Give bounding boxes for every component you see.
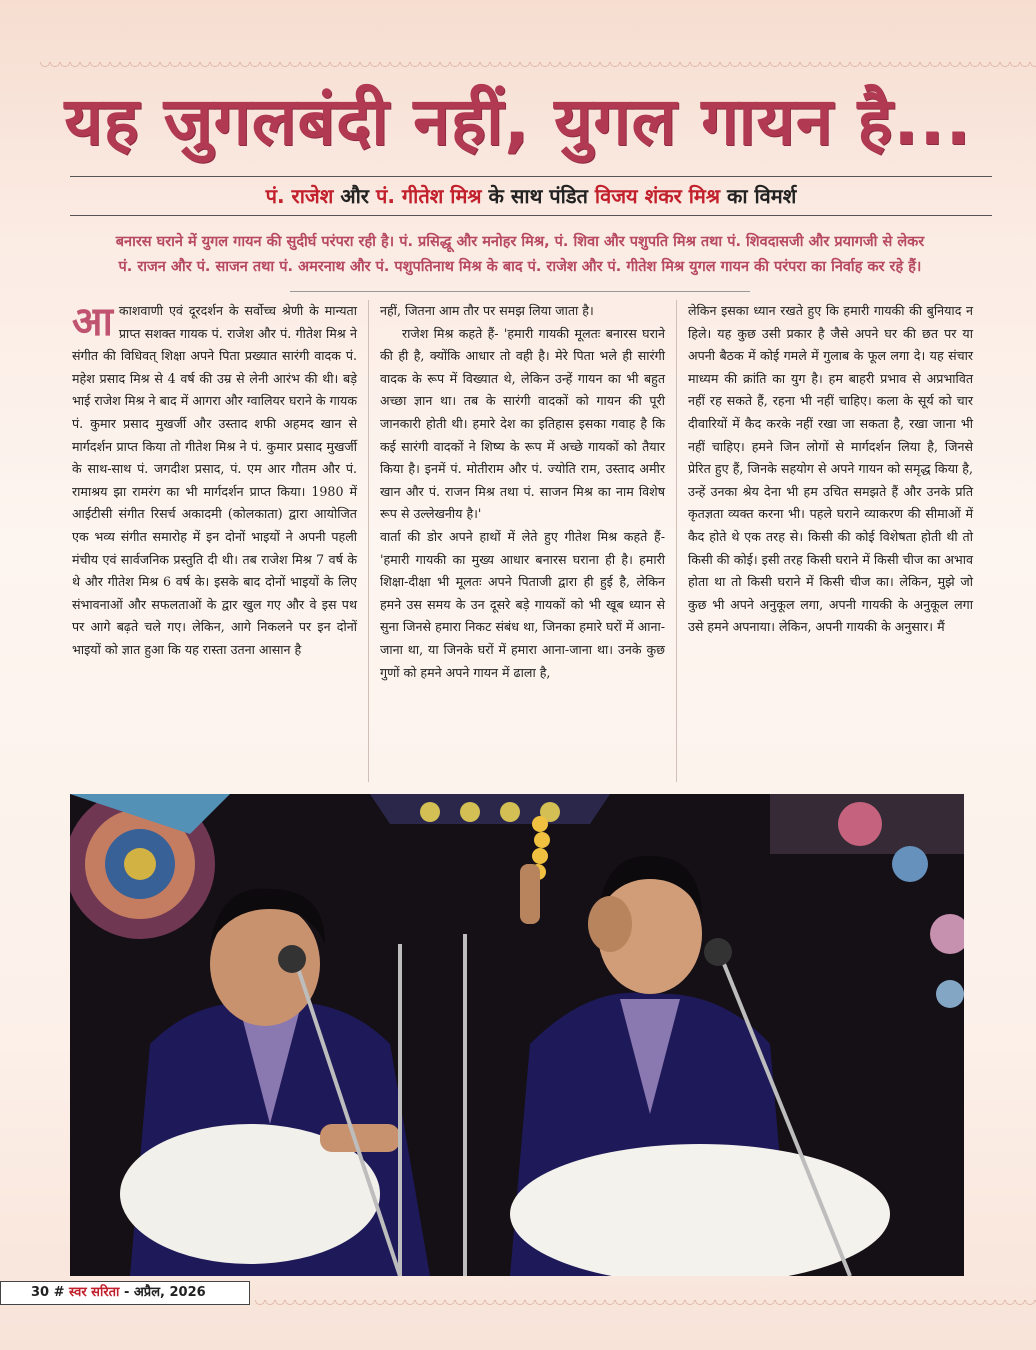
divider-rule: [70, 176, 992, 177]
subhead-middle: के साथ पंडित: [481, 184, 595, 208]
article-headline: यह जुगलबंदी नहीं, युगल गायन है...: [64, 83, 972, 160]
text-column-2: [380, 300, 665, 684]
subhead-name-rajesh: पं. राजेश: [265, 184, 334, 208]
intro-line: बनारस घराने में युगल गायन की सुदीर्घ परंपरा रही है। पं. प्रसिद्धू और मनोहर मिश्र, पं. शिवा और पशुपति मिश्र तथा पं. शिवदासजी और प्रयागजी से लेकर: [115, 234, 925, 250]
column-divider: [676, 300, 677, 782]
drop-cap: आ: [72, 299, 113, 345]
concert-photo: [70, 794, 964, 1276]
subhead-name-gitesh: पं. गीतेश मिश्र: [375, 184, 482, 208]
intro-line: पं. राजन और पं. साजन तथा पं. अमरनाथ और पं. पशुपतिनाथ मिश्र के बाद पं. राजेश और पं. गीतेश मिश्र युगल गायन की परंपरा का निर्वाह कर रहे हैं।: [118, 259, 922, 275]
magazine-name: स्वर सरिता: [64, 1285, 120, 1300]
top-wavy-border: [40, 62, 1036, 72]
column-2-paragraph: राजेश मिश्र कहते हैं- 'हमारी गायकी मूलतः बनारस घराने की ही है, क्योंकि आधार तो वही है। मेरे पिता भले ही सारंगी वादक के रूप में विख्यात थे, लेकिन उन्हें गायन का भी बहुत अच्छा ज्ञान था। तब के सारंगी वादकों को गायन की पूरी जानकारी होती थी। हमारे देश का इतिहास इसका गवाह है कि कई सारंगी वादकों ने शिष्य के रूप में अच्छे गायकों को तैयार किया है। इनमें पं. मोतीराम और पं. ज्योति राम, उस्ताद अमीर खान और पं. राजन मिश्र तथा पं. साजन मिश्र का नाम विशेष रूप से उल्लेखनीय है।': [380, 325, 665, 522]
issue-date: - अप्रैल, 2026: [119, 1285, 206, 1300]
divider-rule: [70, 215, 992, 216]
intro-divider: [290, 291, 750, 292]
column-1-text: काशवाणी एवं दूरदर्शन के सर्वोच्च श्रेणी के मान्यता प्राप्त सशक्त गायक पं. राजेश और पं. गीतेश मिश्र ने संगीत की विधिवत् शिक्षा अपने पिता प्रख्यात सारंगी वादक पं. महेश प्रसाद मिश्र से 4 वर्ष की उम्र से लेनी आरंभ की थी। बड़े भाई राजेश मिश्र ने बाद में आगरा और ग्वालियर घराने के गायक पं. कुमार प्रसाद मुखर्जी और उस्ताद शफी अहमद खान से मार्गदर्शन प्राप्त किया तो गीतेश मिश्र ने पं. कुमार प्रसाद मुखर्जी के साथ-साथ पं. जगदीश प्रसाद, पं. एम आर गौतम और पं. रामाश्रय झा रामरंग का भी मार्गदर्शन प्राप्त किया। 1980 में आईटीसी संगीत रिसर्च अकादमी (कोलकाता) द्वारा आयोजित एक भव्य संगीत समारोह में इन दोनों भाइयों ने अपनी पहली मंचीय एवं सार्वजनिक प्रस्तुति दी थी। तब राजेश मिश्र 7 वर्ष के थे और गीतेश मिश्र 6 वर्ष के। इसके बाद दोनों भाइयों के लिए संभावनाओं और सफलताओं के द्वार खुल गए और वे इस पथ पर आगे बढ़ते चले गए। लेकिन, आगे निकलने पर इन दोनों भाइयों को ज्ञात हुआ कि यह रास्ता उतना आसान है: [72, 303, 357, 657]
microphone-left: [278, 945, 306, 973]
column-2-paragraph: वार्ता की डोर अपने हाथों में लेते हुए गीतेश मिश्र कहते हैं- 'हमारी गायकी का मुख्य आधार बनारस घराना ही है। हमारी शिक्षा-दीक्षा भी मूलतः अपने पिताजी द्वारा ही हुई है, लेकिन हमने उस समय के उन दूसरे बड़े गायकों को भी खूब ध्यान से सुना जिनसे हमारा निकट संबंध था, जिनका हमारे घरों में आना-जाना था, या जिनके घरों में हमारा आना-जाना था। उनके कुछ गुणों को हमने अपने गायन में ढाला है,: [380, 528, 665, 680]
column-2-paragraph: नहीं, जितना आम तौर पर समझ लिया जाता है।: [380, 303, 594, 318]
subhead-and: और: [333, 184, 376, 208]
subhead-end: का विमर्श: [720, 184, 797, 208]
article-subheading: [70, 182, 992, 209]
text-column-3: [688, 300, 973, 639]
article-intro: [80, 230, 960, 280]
page-number: 30 #: [31, 1285, 65, 1300]
page-footer: [0, 1281, 250, 1305]
column-divider: [368, 300, 369, 782]
text-column-1: [72, 300, 357, 662]
column-3-text: लेकिन इसका ध्यान रखते हुए कि हमारी गायकी की बुनियाद न हिले। यह कुछ उसी प्रकार है जैसे अपने घर की छत पर या अपनी बैठक में कोई गमले में गुलाब के फूल लगा दे। यह संचार माध्यम की क्रांति का युग है। हम बाहरी प्रभाव से अप्रभावित नहीं रह सकते हैं, रहना भी नहीं चाहिए। कला के सूर्य को चार दीवारियों में कैद करके नहीं रखा जा सकता है, रखा जाना भी नहीं चाहिए। हमने जिन लोगों से मार्गदर्शन लिया है, जिनसे प्रेरित हुए हैं, जिनके सहयोग से अपने गायन को समृद्ध किया है, उन्हें उनका श्रेय देना भी हम उचित समझते हैं और उनके प्रति कृतज्ञता व्यक्त करना भी। पहले घराने व्याकरण की सीमाओं में कैद होते थे एक तरह से। किसी की कोई विशेषता होती थी तो किसी की कोई। इसी तरह किसी घराने में किसी चीज का अभाव होता था तो किसी घराने में किसी चीज का। लेकिन, मुझे जो कुछ भी अपने अनुकूल लगा, अपनी गायकी के अनुकूल लगा उसे हमने अपनाया। लेकिन, अपनी गायकी के अनुसार। मैं: [688, 303, 973, 635]
microphone-right: [704, 938, 732, 966]
subhead-name-vijay: विजय शंकर मिश्र: [594, 184, 721, 208]
bottom-wavy-border: [255, 1300, 1036, 1310]
singers-illustration: [70, 794, 964, 1276]
